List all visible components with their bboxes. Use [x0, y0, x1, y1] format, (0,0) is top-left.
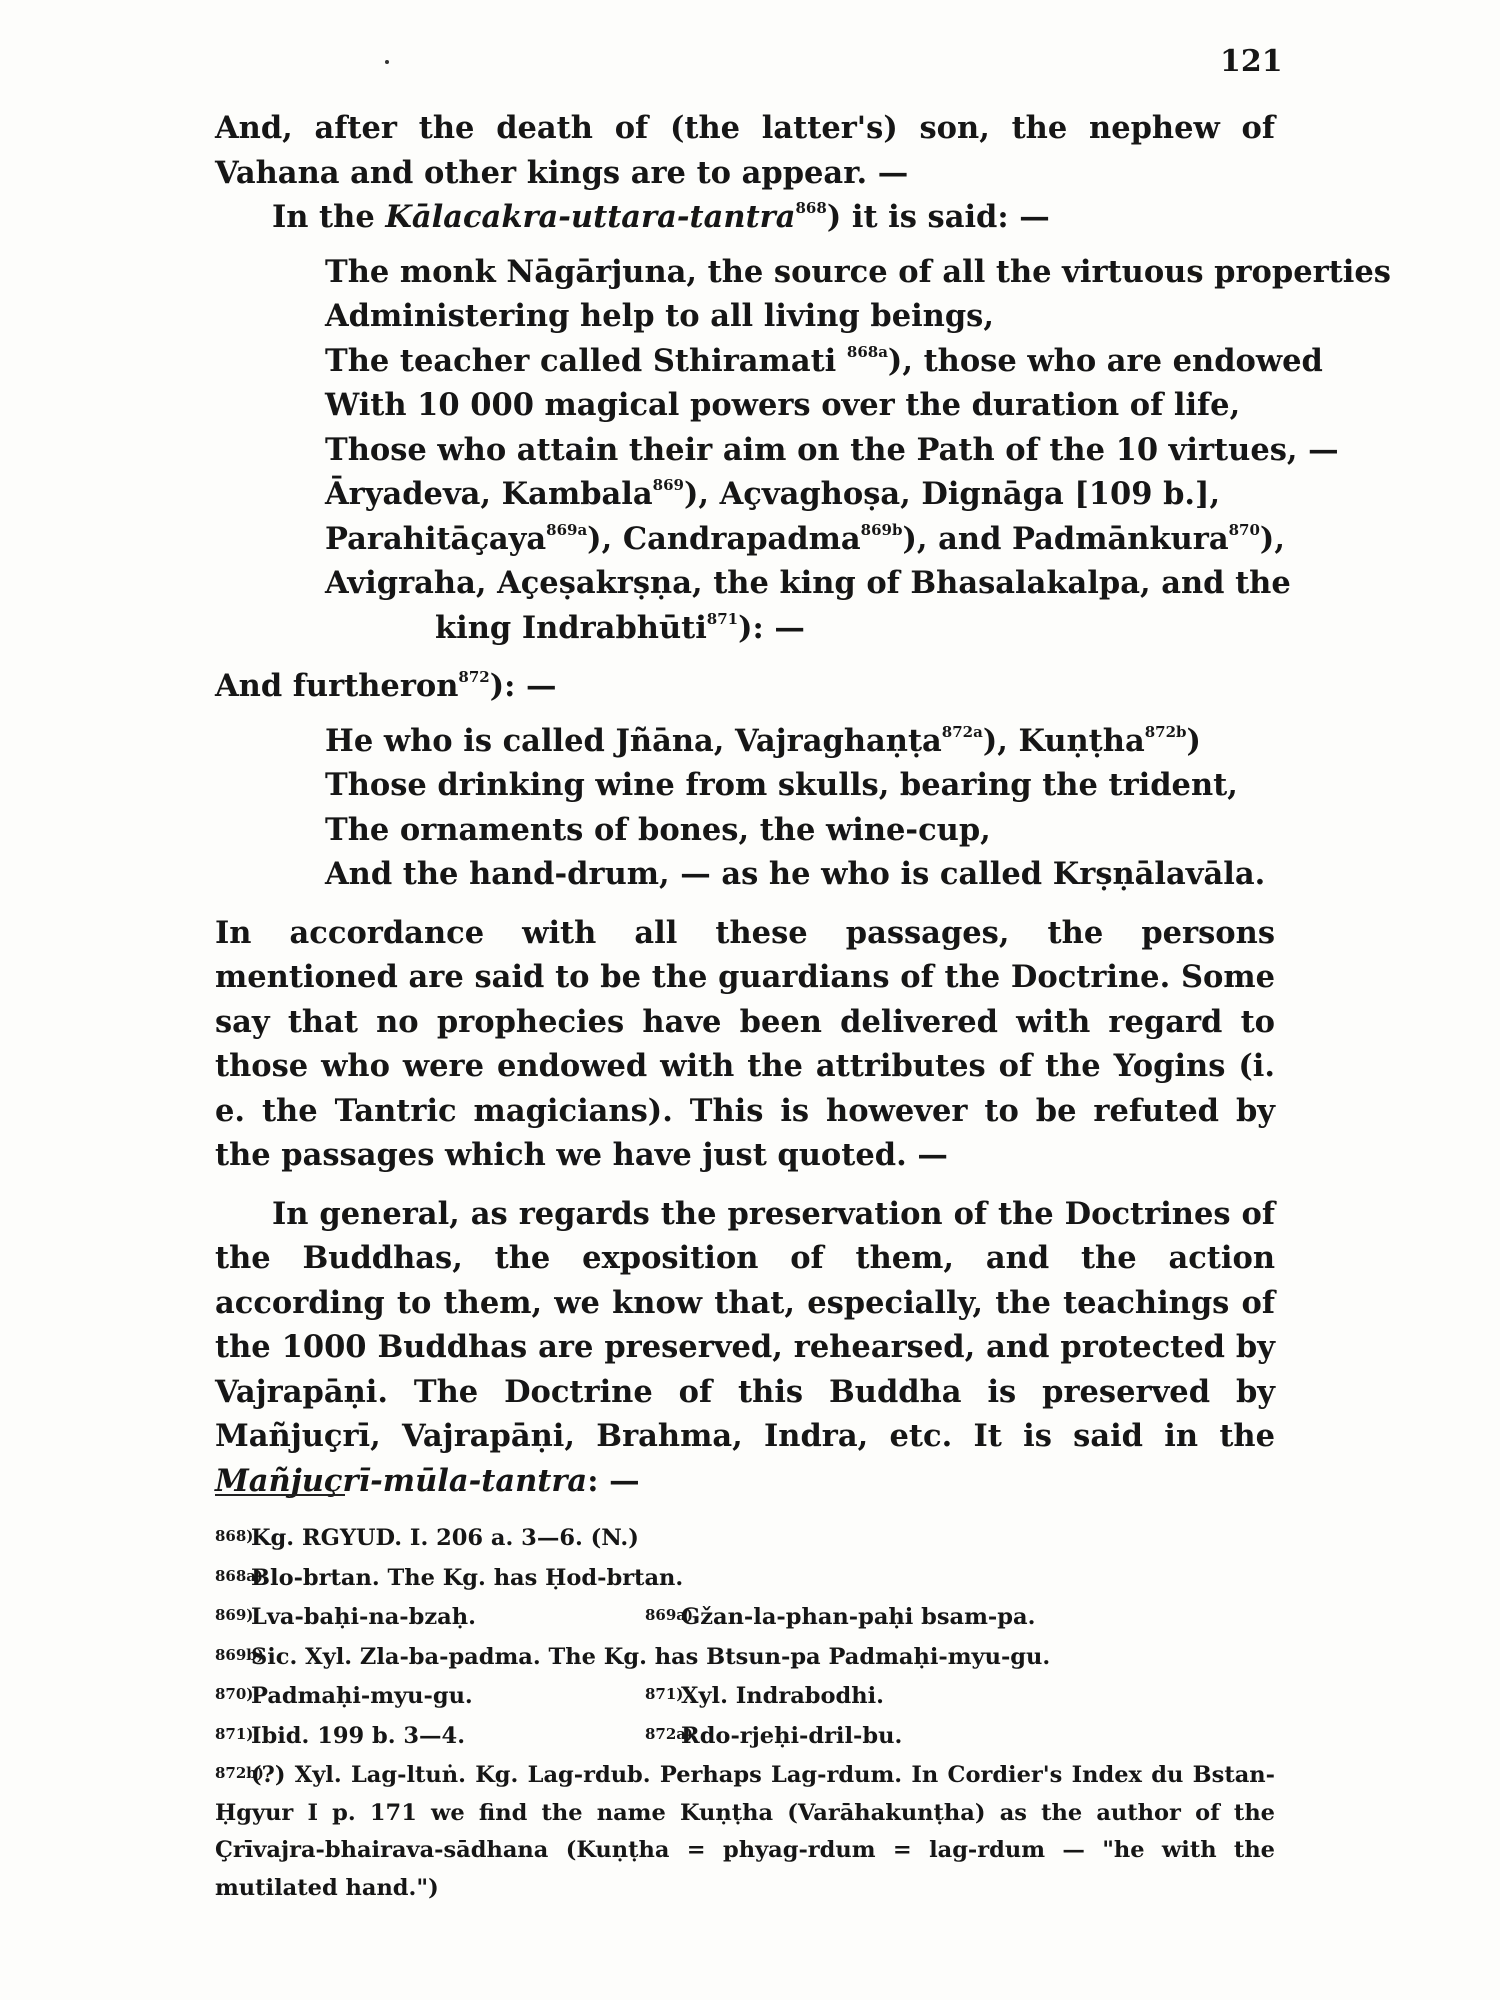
verse-line: The ornaments of bones, the wine-cup, — [325, 811, 991, 848]
footnote-text: Blo-brtan. The Kg. has Ḥod-brtan. — [251, 1564, 684, 1591]
v1-l9-post: ): — — [738, 609, 805, 646]
footnote-marker: 869a) — [645, 1606, 694, 1624]
v1-l6-post: ), Açvaghoṣa, Dignāga [109 b.], — [683, 476, 1221, 512]
footnote-ref-872a[interactable]: 872a — [941, 722, 983, 741]
footnote-text: Sic. Xyl. Zla-ba-padma. The Kg. has Btsun-pa Padmaḥi-myu-gu. — [251, 1643, 1051, 1670]
p5-pre: In general, as regards the preservation of the Doctrines of the Buddhas, the exposition of them, and the action according to them, we know that, especially, the teachings of the 1000 Buddhas are preserved, rehearsed, and protected by Vajrapāṇi. The Doctrine of this Buddha is preserved by Mañjuçrī, Vajrapāṇi, Brahma, Indra, etc. It is said in the — [215, 1195, 1275, 1454]
v1-l7-post: ), — [1259, 520, 1285, 557]
footnote-marker: 872b) — [215, 1764, 264, 1782]
footnote-divider — [215, 1494, 345, 1496]
verse-line — [325, 606, 1275, 651]
v1-l3-post: ), those who are endowed — [887, 342, 1323, 379]
footnote-ref-872b[interactable]: 872b — [1144, 722, 1187, 741]
footnote-ref-868a[interactable]: 868a — [846, 342, 888, 361]
footnote-ref-869[interactable]: 869 — [652, 476, 684, 494]
footnote-871b — [215, 1716, 1275, 1756]
verse-line — [325, 472, 1275, 517]
footnote-text: Ibid. 199 b. 3—4. — [251, 1722, 466, 1749]
footnote-marker: 869) — [215, 1606, 254, 1624]
footnote-868a — [215, 1558, 1275, 1598]
v1-l7-pre: Parahitāçaya — [325, 520, 547, 557]
footnote-ref-869b[interactable]: 869b — [860, 520, 903, 539]
verse-line: And the hand-drum, — as he who is called Krṣṇālavāla. — [325, 856, 1266, 892]
v1-l7-mid: ), Candrapadma — [587, 520, 861, 557]
paragraph-4: In accordance with all these passages, the persons mentioned are said to be the guardians of the Doctrine. Some say that no prophecies have been delivered with regard to those who were endowed with the attributes of the Yogins (i. e. the Tantric magicians). This is however to be refuted by the passages which we have just quoted. — — [215, 914, 1275, 1173]
v2-l1-post: ) — [1186, 722, 1201, 759]
footnote-872b — [215, 1755, 1275, 1907]
v1-l3-pre: The teacher called Sthiramati — [325, 342, 847, 379]
footnote-869b — [215, 1637, 1275, 1677]
verse-line: Administering help to all living beings, — [325, 298, 994, 334]
footnote-ref-869a[interactable]: 869a — [546, 520, 588, 539]
footnote-text: Rdo-rjeḥi-dril-bu. — [681, 1722, 903, 1749]
v2-l1-mid: ), Kuṇṭha — [982, 722, 1145, 759]
verse-line: Avigraha, Açeṣakrṣṇa, the king of Bhasalakalpa, and the — [325, 565, 1291, 601]
paragraph-3 — [215, 664, 1275, 709]
verse-block-1 — [325, 250, 1391, 651]
paragraph-2 — [215, 195, 1275, 240]
footnote-869 — [215, 1597, 1275, 1637]
footnote-marker: 868a) — [215, 1566, 264, 1585]
footnote-text: Kg. RGYUD. I. 206 a. 3—6. (N.) — [251, 1525, 639, 1551]
p2-post: ) it is said: — — [826, 199, 1050, 235]
verse-line: The monk Nāgārjuna, the source of all the virtuous properties — [325, 253, 1391, 290]
footnote-marker: 870) — [215, 1685, 254, 1703]
page-number: 121 — [1220, 44, 1283, 79]
footnote-ref-872[interactable]: 872 — [458, 668, 490, 686]
footnote-870 — [215, 1676, 1275, 1716]
footnote-marker: 868) — [215, 1527, 254, 1545]
paragraph-5 — [215, 1192, 1275, 1504]
p3-post: ): — — [489, 668, 557, 704]
footnote-text: (?) Xyl. Lag-ltuṅ. Kg. Lag-rdub. Perhaps Lag-rdum. In Cordier's Index du Bstan-Ḥgyur I p. 171 we find the name Kuṇṭha (Varāhakunṭha) as the author of the Çrīvajra-bhairava-sādhana (Kuṇṭha = phyag-rdum = lag-rdum — "he with the mutilated hand.") — [215, 1762, 1275, 1901]
manjusri-title: Mañjuçrī-mūla-tantra — [215, 1462, 588, 1499]
footnote-text: Padmaḥi-myu-gu. — [251, 1683, 473, 1709]
verse-line: Those drinking wine from skulls, bearing the trident, — [325, 767, 1238, 803]
v1-l6-pre: Āryadeva, Kambala — [325, 476, 653, 512]
verse-line — [325, 517, 1285, 562]
p2-pre: In the — [272, 199, 386, 235]
verse-line: With 10 000 magical powers over the duration of life, — [325, 387, 1241, 423]
verse-line — [325, 339, 1323, 384]
verse-line: Those who attain their aim on the Path of the 10 virtues, — — [325, 431, 1339, 468]
footnote-marker: 871) — [215, 1724, 254, 1743]
footnote-ref-870[interactable]: 870 — [1228, 520, 1260, 539]
p5-post: : — — [587, 1462, 640, 1499]
main-text — [215, 106, 1391, 1503]
v1-l7-mid2: ), and Padmānkura — [902, 520, 1229, 557]
footnote-text: Gžan-la-phan-paḥi bsam-pa. — [681, 1604, 1036, 1630]
footnote-ref-868[interactable]: 868 — [795, 199, 827, 217]
footnote-text: Xyl. Indrabodhi. — [681, 1683, 885, 1709]
p3-pre: And furtheron — [215, 668, 459, 704]
footnotes — [215, 1518, 1275, 1907]
footnote-marker: 869b) — [215, 1645, 264, 1664]
footnote-marker: 872a) — [645, 1724, 694, 1743]
footnote-marker: 871) — [645, 1685, 684, 1703]
footnote-text: Lva-baḥi-na-bzaḥ. — [251, 1604, 476, 1630]
footnote-ref-871[interactable]: 871 — [706, 609, 739, 628]
v1-l9-pre: king Indrabhūti — [435, 609, 707, 646]
footnote-868 — [215, 1518, 1275, 1558]
paragraph-1: And, after the death of (the latter's) son, the nephew of Vahana and other kings are to appear. — — [215, 110, 1275, 191]
scan-speck — [385, 60, 389, 64]
verse-block-2 — [325, 719, 1275, 897]
v2-l1-pre: He who is called Jñāna, Vajraghaṇṭa — [325, 722, 942, 759]
kalacakra-title: Kālacakra-uttara-tantra — [385, 199, 796, 235]
verse-line — [325, 719, 1275, 764]
